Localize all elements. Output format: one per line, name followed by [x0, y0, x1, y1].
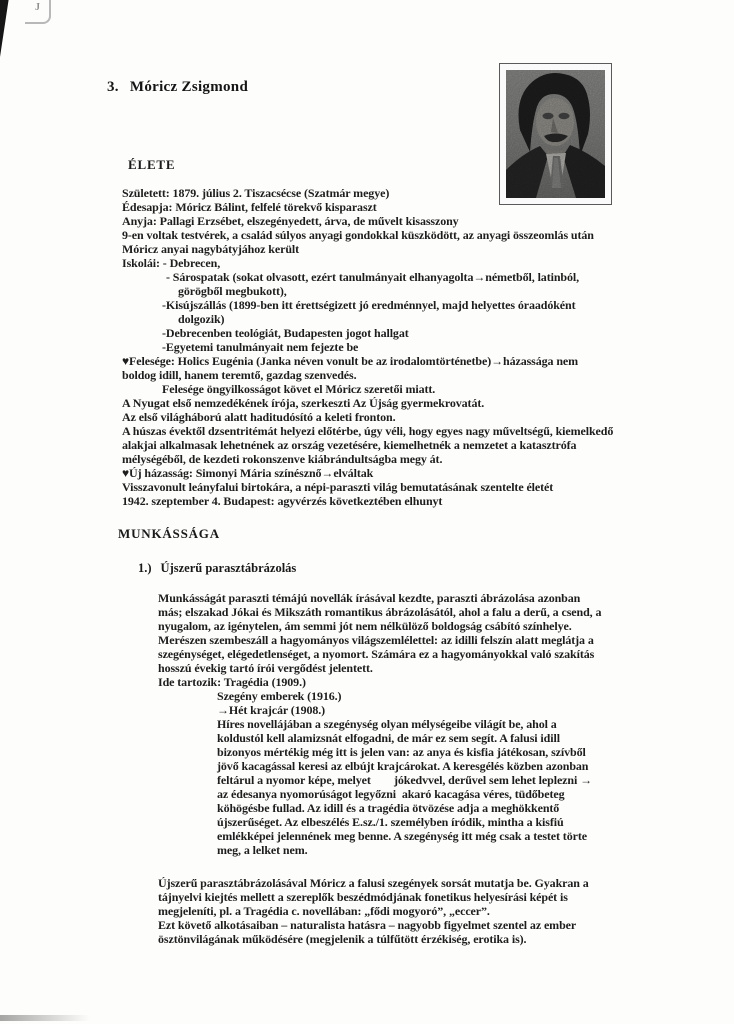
scan-corner-artifact	[0, 0, 11, 57]
works-paragraph-1	[125, 591, 601, 857]
text-line: az édesanya nyomorúságot legyőzni akaró kacagása véres, tüdőbeteg	[217, 787, 565, 801]
text-line: ösztönvilágának működésére (megjelenik a túlfűtött érzékiség, erotika is).	[158, 932, 527, 946]
text-line: Anyja: Pallagi Erzsébet, elszegényedett, árva, de művelt kisasszony	[122, 214, 459, 228]
text-line: Édesapja: Móricz Bálint, felfelé törekvő kisparaszt	[122, 200, 377, 214]
text-line: Ide tartozik: Tragédia (1909.)	[158, 675, 306, 689]
text-line: hosszú évekig tartó írói vergődést jelentett.	[158, 661, 373, 675]
title-text: Móricz Zsigmond	[129, 79, 249, 95]
text-line: 9-en voltak testvérek, a család súlyos anyagi gondokkal küszködött, az anyagi összeomlás után	[122, 228, 594, 242]
text-line: 1942. szeptember 4. Budapest: agyvérzés következtében elhunyt	[122, 494, 443, 508]
text-line: →Hét krajcár (1908.)	[217, 703, 326, 717]
text-line: -Debrecenben teológiát, Budapesten jogot hallgat	[162, 326, 409, 340]
text-line: emlékképei jelennének meg benne. A szegénység itt még csak a testet törte	[217, 829, 587, 843]
text-line: Híres novellájában a szegénység olyan mélységeibe világít be, ahol a	[217, 717, 557, 731]
text-line: - Sárospatak (sokat olvasott, ezért tanulmányait elhanyagolta→németből, latinból,	[166, 270, 580, 284]
text-line: megjeleníti, pl. a Tragédia c. novellában: „fődi mogyoró”, „eccer”.	[158, 904, 490, 918]
text-line: A húszas évektől dzsentritémát helyezi előtérbe, úgy véli, hogy egyes nagy műveltségű, kiemelkedő	[122, 424, 614, 438]
corner-mark-icon	[25, 0, 51, 24]
text-line: bizonyos mértékig még itt is jelen van: az anya és kisfia játékosan, szívből	[217, 745, 586, 759]
text-line: Visszavonult leányfalui birtokára, a népi-paraszti világ bemutatásának szentelte életét	[122, 480, 554, 494]
text-line: Móricz anyai nagybátyjához került	[122, 242, 300, 256]
text-line: Újszerű parasztábrázolásával Móricz a falusi szegények sorsát mutatja be. Gyakran a	[158, 876, 589, 890]
text-line: Munkásságát paraszti témájú novellák írásával kezdte, paraszti ábrázolása azonban	[158, 591, 581, 605]
works-list-item-title	[138, 561, 296, 576]
text-line: tájnyelvi kiejtés mellett a szereplők beszédmódjának fonetikus helyesírási képét is	[158, 890, 568, 904]
portrait-frame	[499, 63, 612, 205]
text-line: Az első világháború alatt haditudósító a keleti fronton.	[122, 410, 396, 424]
text-line: újszerűséget. Az elbeszélés E.sz./1. személyben íródik, mintha a kisfiú	[217, 815, 564, 829]
text-line: Szegény emberek (1916.)	[217, 689, 342, 703]
text-line: -Egyetemi tanulmányait nem fejezte be	[162, 340, 359, 354]
text-line: Iskolái: - Debrecen,	[122, 256, 221, 270]
text-line: ♥Felesége: Holics Eugénia (Janka néven vonult be az irodalomtörténetbe)→házassága nem	[122, 354, 579, 368]
text-line: mélységéből, de kezdeti rokonszenve kiábrándultságba megy át.	[122, 452, 443, 466]
text-line: dolgozik)	[178, 312, 225, 326]
corner-mark-glyph: J	[35, 2, 40, 13]
text-line: boldog idill, hanem teremtő, gazdag szenvedés.	[122, 368, 357, 382]
text-line: Felesége öngyilkosságot követ el Móricz szeretői miatt.	[162, 382, 436, 396]
text-line: nyugalom, az igénytelen, ám semmi jót nem nélkülöző boldogság csábító színhelye.	[158, 619, 572, 633]
works-item-number: 1.)	[138, 561, 152, 575]
text-line: szegénységet, elégedetlenséget, a nyomort. Számára ez a hagyományokkal való szakítás	[158, 647, 595, 661]
text-line: más; elszakad Jókai és Mikszáth romantikus ábrázolásától, ahol a falu a derű, a csend, a	[158, 605, 602, 619]
text-line: feltárul a nyomor képe, melyet jókedvvel, derűvel sem lehet leplezni →	[217, 773, 593, 787]
life-section-text	[122, 186, 613, 508]
section-heading-works: MUNKÁSSÁGA	[118, 526, 220, 541]
text-line: görögből megbukott),	[178, 284, 287, 298]
text-line: jövő kacagással keresi az elbújt krajcárokat. A keresgélés közben azonban	[217, 759, 589, 773]
portrait-photo-icon	[506, 70, 605, 198]
text-line: alakjai alkalmasak lehetnének az ország vezetésére, kiemelhetnék a nemzetet a katasztrófa	[122, 438, 577, 452]
text-line: koldustól kell alamizsnát elfogadni, de már ez sem segít. A falusi idill	[217, 731, 560, 745]
text-line: Ezt követő alkotásaiban – naturalista hatásra – nagyobb figyelmet szentel az ember	[158, 918, 577, 932]
text-line: A Nyugat első nemzedékének írója, szerkeszti Az Újság gyermekrovatát.	[122, 396, 485, 410]
text-line: köhögésbe fullad. Az idill és a tragédia ötvözése adja a meghökkentő	[217, 801, 560, 815]
title-number: 3.	[107, 79, 119, 95]
works-paragraph-2	[125, 876, 589, 946]
text-line: Született: 1879. július 2. Tiszacsécse (Szatmár megye)	[122, 186, 390, 200]
document-title	[107, 79, 248, 96]
text-line: -Kisújszállás (1899-ben itt érettségizett jó eredménnyel, majd helyettes óraadóként	[162, 298, 576, 312]
works-item-label: Újszerű parasztábrázolás	[160, 561, 297, 575]
section-heading-life: ÉLETE	[128, 157, 176, 172]
text-line: meg, a lelket nem.	[217, 843, 308, 857]
text-line: Merészen szembeszáll a hagyományos világszemlélettel: az idilli felszín alatt meglátja a	[158, 633, 594, 647]
text-line: ♥Új házasság: Simonyi Mária színésznő→elváltak	[122, 466, 374, 480]
scan-bottom-artifact	[0, 1015, 90, 1021]
